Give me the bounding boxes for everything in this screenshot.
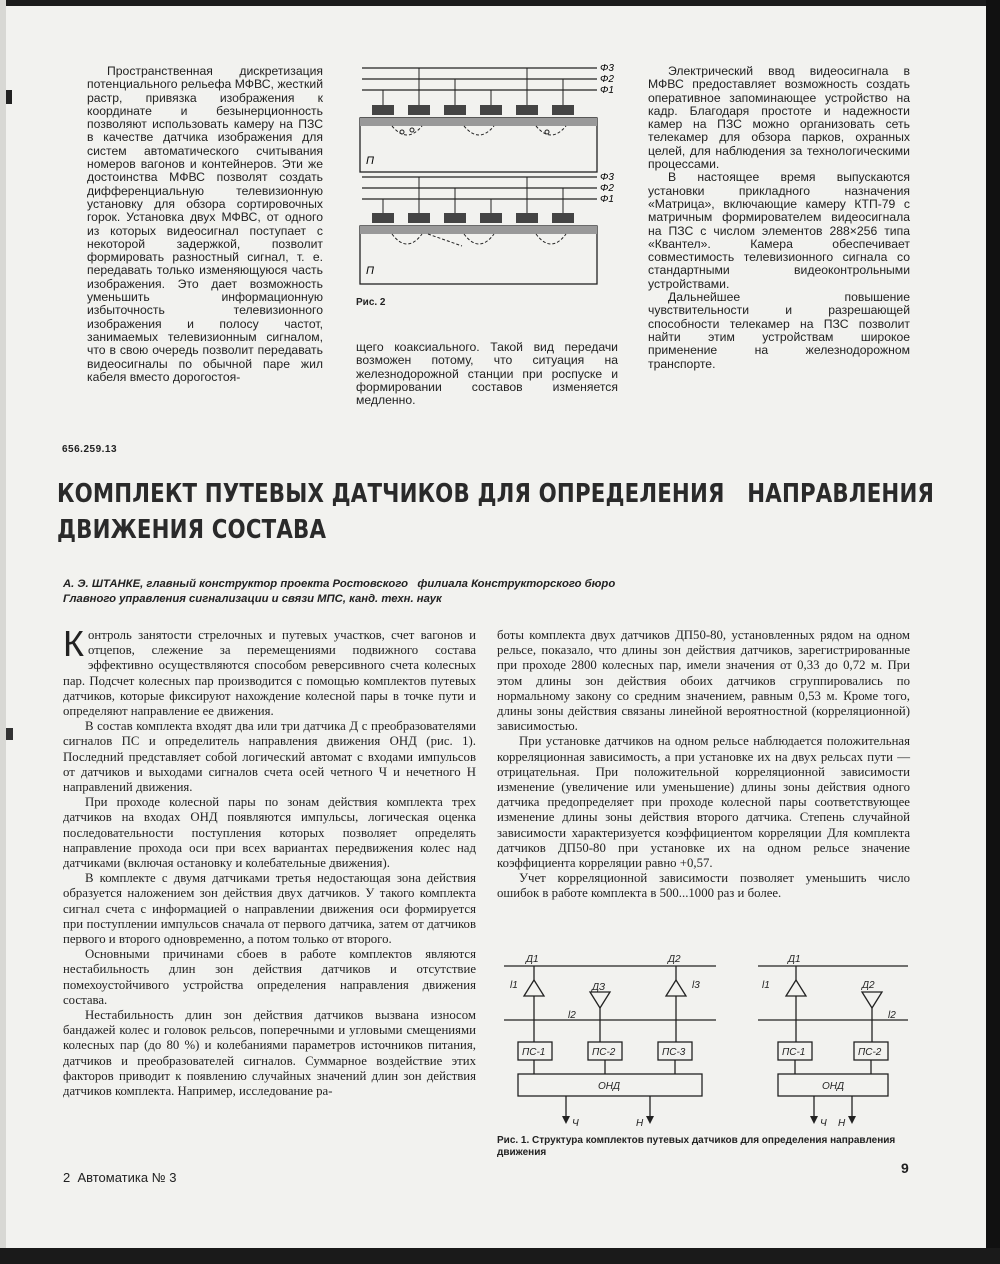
paragraph: В состав комплекта входят два или три датчика Д с преобразователями сигналов ПС и определитель направления движения ОНД (рис. 1). Последний представляет собой логический автомат с входами импульсов от датчиков и выходами сигналов счета осей четного Ч и нечетного Н направлений движения. <box>63 719 476 795</box>
sensor-label: Д2 <box>668 954 681 965</box>
phase-label: Φ3 <box>600 172 614 183</box>
top-column-2 <box>356 341 618 407</box>
author-line: А. Э. ШТАНКЕ, главный конструктор проекта Ростовского филиала Конструкторского бюро <box>63 578 616 590</box>
ond-label: ОНД <box>598 1081 621 1092</box>
scan-edge-left <box>0 0 6 1264</box>
article-column-right <box>497 628 910 902</box>
zone-label: l1 <box>762 980 770 991</box>
sensor-label: ДЗ <box>592 982 606 993</box>
title-line: ДВИЖЕНИЯ СОСТАВА <box>57 515 327 545</box>
paragraph: Основными причинами сбоев в работе комплектов являются нестабильность длин зон действия датчиков и отсутствие помехоустойчивого устройства определения направления движения состава. <box>63 947 476 1007</box>
figure-1-caption: Рис. 1. Структура комплектов путевых датчиков для определения направления движения <box>497 1135 896 1158</box>
zone-label: l2 <box>888 1010 896 1021</box>
paragraph: Контроль занятости стрелочных и путевых участков, счет вагонов и отцепов, слежение за перемещениями подвижного состава эффективно осуществляются способом реверсивного счета колесных пар. Подсчет колесных пар производится с помощью комплектов путевых датчиков, которые фиксируют нахождение колесной пары в точке пути и определяют направление ее движения. <box>63 623 476 719</box>
oxide-layer <box>360 118 597 126</box>
paragraph: боты комплекта двух датчиков ДП50-80, установленных рядом на одном рельсе, показало, что длины зон действия датчиков, зарегистрированные при проходе 2800 колесных пар, имели значения от 0,33 до 0,72 м. При этом длины зон действия обоих датчиков сгруппировались по нормальному закону со средним значением, равным 0,53 м. Кроме того, длины зоны действия связаны линейной вероятностной (корреляционной) зависимостью. <box>497 628 910 734</box>
paragraph: При установке датчиков на одном рельсе наблюдается положительная корреляционная зависимость, а при установке их на двух рельсах пути — отрицательная. При положительной корреляционной зависимости изменение (увеличение или уменьшение) длины зоны действия одного датчика предопределяет при проходе колесной пары соответствующее изменение длины зоны действия второго датчика. Степень случайной зависимости характеризуется коэффициентом корреляции Для комплекта датчиков ДП50-80 при установке их на одном рельсе значение коэффициента корреляции равно +0,57. <box>497 734 910 871</box>
udc-code: 656.259.13 <box>62 444 118 455</box>
paragraph: Пространственная дискретизация потенциального рельефа МФВС, жесткий растр, привязка изображения к координате и безынерционность позволяют использовать камеру на ПЗС в качестве датчика изображения для систем автоматического считывания номеров вагонов и контейнеров. Эти же достоинства МФВС позволят создать дифференциальную телевизионную установку для обзора сортировочных горок. Установка двух МФВС, от одного из которых видеосигнал поступает с некоторой задержкой, позволит формировать разностный сигнал, т. е. передавать только изменяющуюся часть изображения. Это дает возможность уменьшить информационную избыточность телевизионного изображения и полосу частот, занимаемых телевизионным сигналом, что в свою очередь позволит передавать видеосигналы по обычной паре жил кабеля вместо дорогостоя- <box>87 64 323 384</box>
paragraph: щего коаксиального. Такой вид передачи возможен потому, что ситуация на железнодорожной станции при роспуске и формировании составов изменяется медленно. <box>356 340 618 408</box>
phase-label: Φ2 <box>600 74 614 85</box>
sensor-label: Д1 <box>788 954 801 965</box>
zone-label: l3 <box>692 980 700 991</box>
page-number: 9 <box>901 1160 909 1176</box>
phase-label: Φ1 <box>600 194 614 205</box>
paragraph: При проходе колесной пары по зонам действия комплекта трех датчиков на входах ОНД появляются импульсы, логическая оценка последовательности поступления которых позволяет определять направление прохода оси при всех вариантах передвижения колес над датчиками (включая остановку и колебательные движения). <box>63 795 476 871</box>
output-label: Н <box>636 1118 644 1129</box>
title-line: КОМПЛЕКТ ПУТЕВЫХ ДАТЧИКОВ ДЛЯ ОПРЕДЕЛЕНИЯ НАПРАВЛЕНИЯ <box>57 479 935 509</box>
figure-2-ccd-diagram <box>352 60 622 292</box>
sensor-label: Д2 <box>862 980 875 991</box>
scan-edge-right <box>986 0 1000 1264</box>
converter-label: ПС-2 <box>858 1047 882 1058</box>
output-label: Н <box>838 1118 846 1129</box>
converter-label: ПС-3 <box>662 1047 686 1058</box>
paragraph: Учет корреляционной зависимости позволяет уменьшить число ошибок в работе комплекта в 500...1000 раз и более. <box>497 871 910 901</box>
phase-label: Φ1 <box>600 85 614 96</box>
scan-edge-bottom <box>0 1248 1000 1264</box>
paragraph: В комплекте с двумя датчиками третья недостающая зона действия образуется наложением зон действия двух датчиков. У такого комплекта сигнал счета с информацией о направлении движения оси формируется при поступлении импульсов сначала от первого датчика, затем от датчиков первого и второго одновременно, а потом только от второго. <box>63 871 476 947</box>
converter-label: ПС-1 <box>522 1047 546 1058</box>
figure-2-caption: Рис. 2 <box>356 297 386 308</box>
footer-journal: 2 Автоматика № 3 <box>63 1170 177 1185</box>
paragraph: Дальнейшее повышение чувствительности и разрешающей способности телекамер на ПЗС позволит найти этим устройствам широкое применение на железнодорожном транспорте. <box>648 290 910 371</box>
converter-label: ПС-1 <box>782 1047 806 1058</box>
zone-label: l1 <box>510 980 518 991</box>
scan-mark <box>6 90 12 104</box>
author-byline <box>63 577 923 606</box>
output-label: Ч <box>572 1118 579 1129</box>
phase-label: Φ2 <box>600 183 614 194</box>
article-column-left <box>63 623 476 1099</box>
scan-edge-top <box>0 0 1000 6</box>
top-column-1 <box>87 65 323 384</box>
top-column-3 <box>648 65 910 371</box>
phase-label: Φ3 <box>600 63 614 74</box>
converter-label: ПС-2 <box>592 1047 616 1058</box>
figure-1-block-diagram <box>496 952 916 1132</box>
paragraph: В настоящее время выпускаются установки прикладного назначения «Матрица», включающие камеру КТП-79 с матричным формирователем видеосигнала на ПЗС с числом элементов 288×256 типа «Квантел». Камера обеспечивает совместимость телевизионного сигнала со стандартными видеоконтрольными устройствами. <box>648 170 910 291</box>
paragraph: Электрический ввод видеосигнала в МФВС предоставляет возможность создать оперативное запоминающее устройство на кадр. Благодаря простоте и надежности камер на ПЗС можно организовать сеть телекамер для обзора парков, охранных целей, для наблюдения за технологическими процессами. <box>648 64 910 172</box>
zone-label: l2 <box>568 1010 576 1021</box>
substrate-label: П <box>366 265 374 277</box>
ond-label: ОНД <box>822 1081 845 1092</box>
substrate-label: П <box>366 155 374 167</box>
author-line: Главного управления сигнализации и связи МПС, канд. техн. наук <box>63 592 442 605</box>
output-label: Ч <box>820 1118 827 1129</box>
sensor-label: Д1 <box>526 954 539 965</box>
paragraph: Нестабильность длин зон действия датчиков вызвана износом бандажей колес и головок рельсов, поперечными и угловыми смещениями колесных пар (до 80 %) и колебаниями параметров источников питания, датчиков и преобразователей сигналов. Суммарное воздействие этих факторов приводит к появлению случайных значений длин зон действия датчиков комплекта. Например, исследование ра- <box>63 1008 476 1099</box>
scan-mark <box>6 728 13 740</box>
drop-cap: К <box>63 623 84 664</box>
article-title <box>57 476 935 548</box>
